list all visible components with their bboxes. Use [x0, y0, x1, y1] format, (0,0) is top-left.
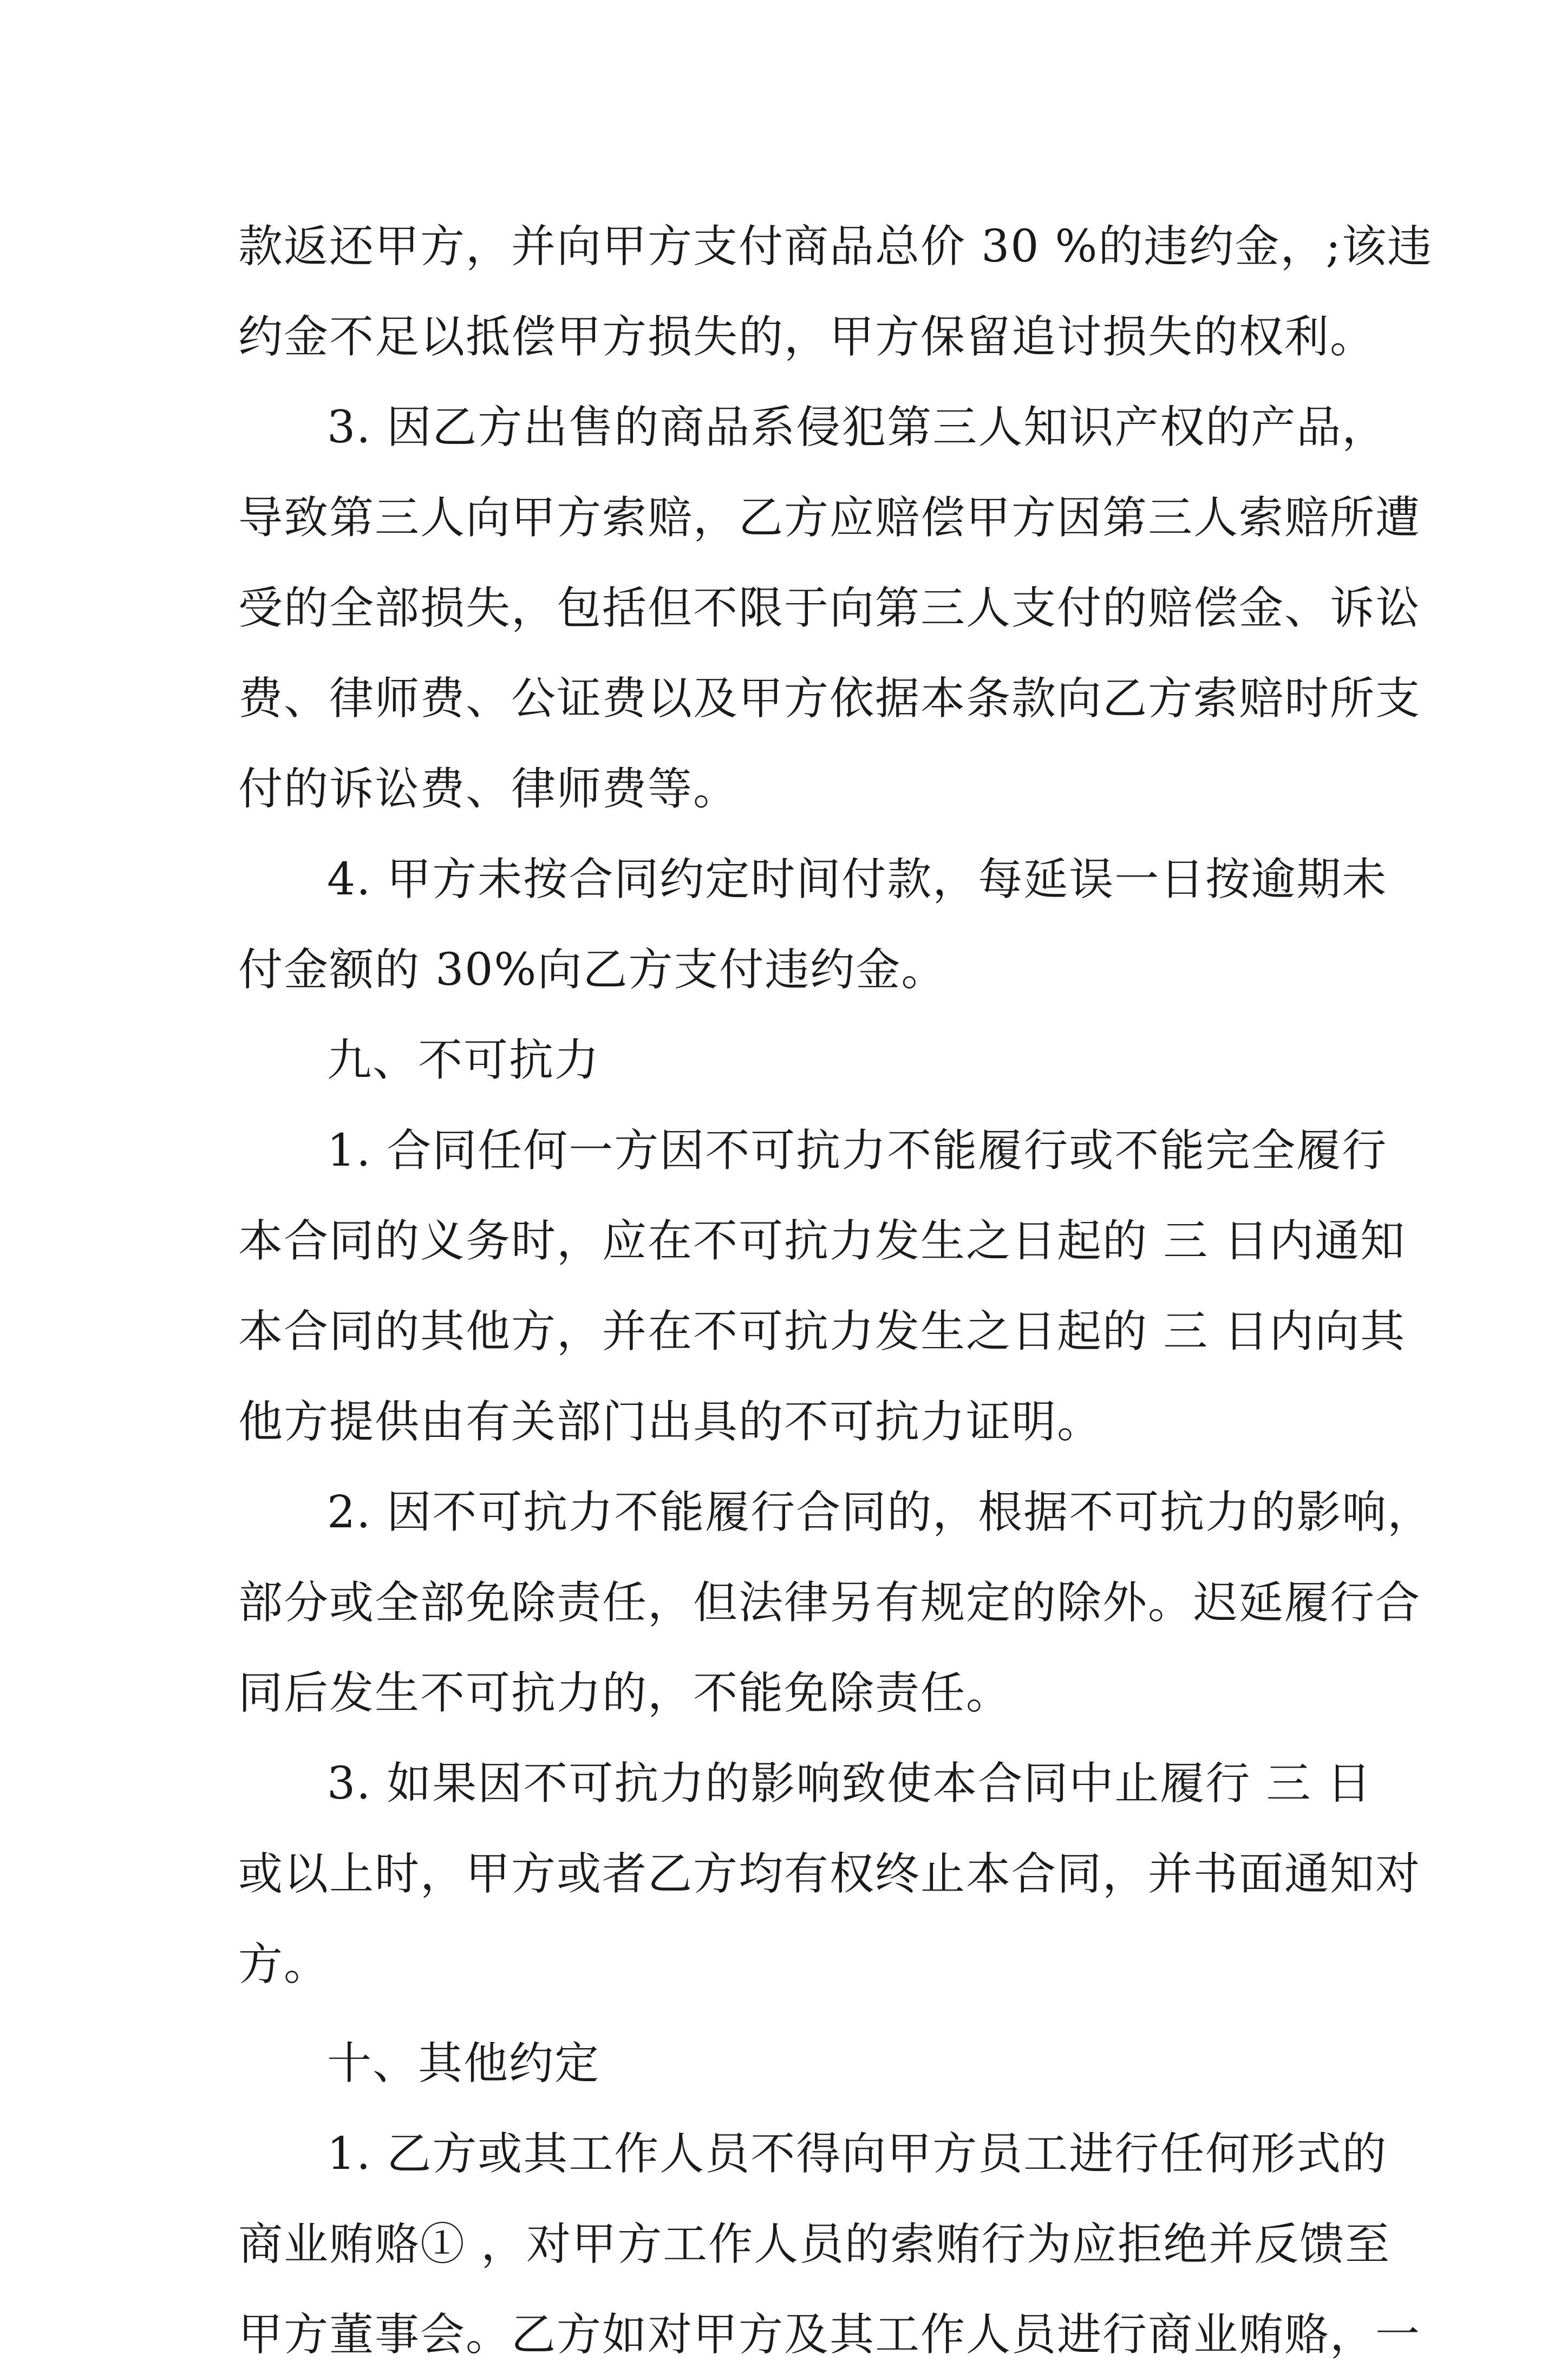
text-line: 款返还甲方，并向甲方支付商品总价 30 %的违约金，;该违 [238, 221, 1433, 272]
text-line: 部分或全部免除责任，但法律另有规定的除外。迟延履行合 [238, 1577, 1421, 1629]
text-line: 3. 如果因不可抗力的影响致使本合同中止履行 三 日 [327, 1758, 1373, 1809]
section-heading-other-terms [238, 2018, 1343, 2109]
section-heading: 九、不可抗力 [327, 1035, 600, 1086]
text-line: 受的全部损失，包括但不限于向第三人支付的赔偿金、诉讼 [238, 583, 1421, 634]
document-body [238, 201, 1433, 2380]
text-line: 2. 因不可抗力不能履行合同的，根据不可抗力的影响， [327, 1487, 1433, 1538]
text-line: 约金不足以抵偿甲方损失的，甲方保留追讨损失的权利。 [238, 311, 1376, 363]
text-line: 他方提供由有关部门出具的不可抗力证明。 [238, 1396, 1103, 1448]
text-line: 3. 因乙方出售的商品系侵犯第三人知识产权的产品， [327, 402, 1388, 453]
section-heading: 十、其他约定 [327, 2038, 600, 2089]
paragraph-force-majeure-1 [238, 1106, 1406, 1467]
text-line: 或以上时，甲方或者乙方均有权终止本合同，并书面通知对 [238, 1848, 1421, 1900]
text-line: 方。 [238, 1939, 330, 1990]
text-line: 付金额的 30%向乙方支付违约金。 [238, 944, 947, 996]
text-line: 同后发生不可抗力的，不能免除责任。 [238, 1668, 1012, 1719]
text-line: 1. 合同任何一方因不可抗力不能履行或不能完全履行 [327, 1125, 1388, 1176]
spacer [238, 2010, 1343, 2018]
text-line: 费、律师费、公证费以及甲方依据本条款向乙方索赔时所支 [238, 673, 1421, 724]
text-line: 导致第三人向甲方索赔，乙方应赔偿甲方因第三人索赔所遭 [238, 492, 1421, 544]
text-line: 本合同的其他方，并在不可抗力发生之日起的 三 日内向其 [238, 1306, 1406, 1357]
paragraph-clause-3-ip [238, 382, 1421, 834]
section-heading-force-majeure [238, 1015, 1343, 1106]
paragraph-force-majeure-3 [238, 1738, 1421, 2010]
paragraph-other-terms-1 [238, 2109, 1421, 2380]
text-line: 甲方董事会。乙方如对甲方及其工作人员进行商业贿赂，一 [238, 2309, 1421, 2361]
paragraph-clause-4-payment [238, 834, 1388, 1015]
text-line: 付的诉讼费、律师费等。 [238, 763, 739, 815]
paragraph-continuation [238, 201, 1433, 382]
text-line: 本合同的义务时，应在不可抗力发生之日起的 三 日内通知 [238, 1215, 1406, 1267]
text-line: 商业贿赂① ，对甲方工作人员的索贿行为应拒绝并反馈至 [238, 2219, 1391, 2270]
text-line: 1. 乙方或其工作人员不得向甲方员工进行任何形式的 [327, 2128, 1388, 2180]
text-line: 4. 甲方未按合同约定时间付款，每延误一日按逾期未 [327, 854, 1388, 905]
paragraph-force-majeure-2 [238, 1467, 1433, 1738]
